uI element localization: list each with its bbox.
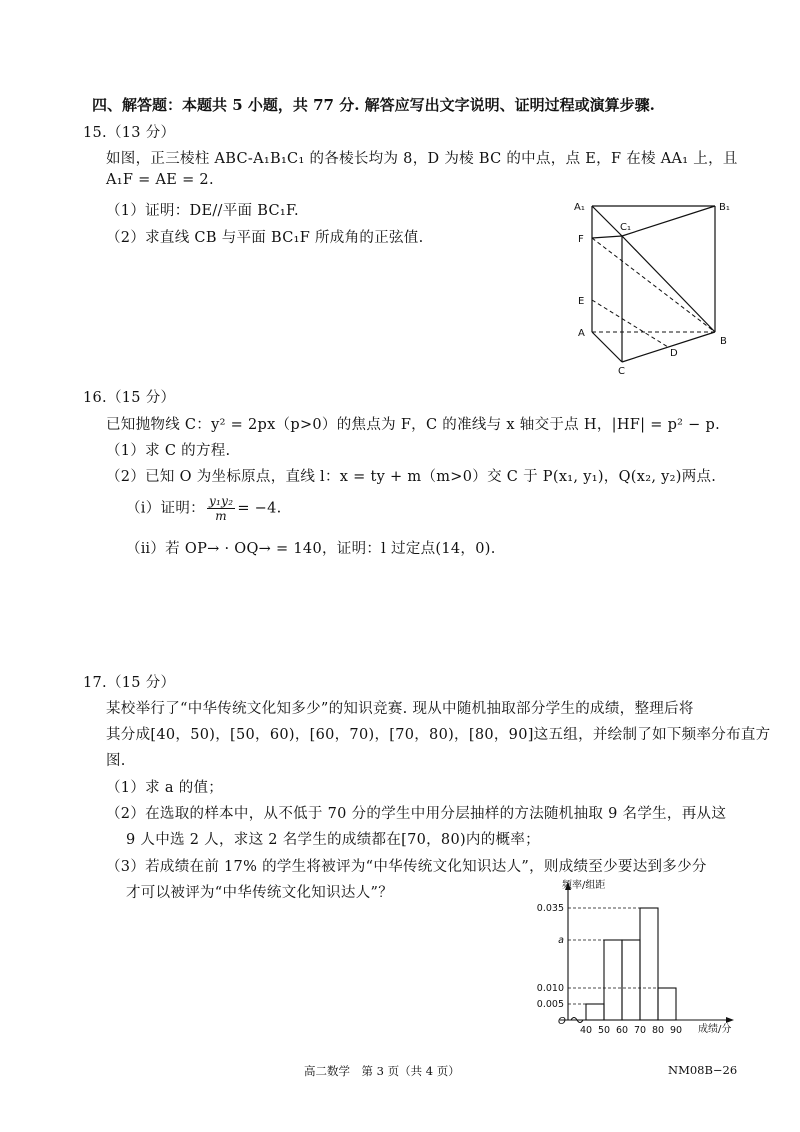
x-tick-label: 90 (669, 1025, 683, 1036)
q16-sub1-fraction (207, 495, 235, 522)
x-axis-label: 成绩/分 (698, 1024, 732, 1035)
label-c1: C₁ (620, 222, 631, 233)
histogram-bar (640, 908, 658, 1020)
label-e: E (578, 296, 585, 307)
line-ed-hidden (592, 300, 668, 347)
q17-part1: （1）求 a 的值； (106, 780, 224, 796)
q16-sub2: （ⅱ）若 OP→ · OQ→ = 140，证明：l 过定点(14，0). (126, 541, 496, 557)
q17-part3-line2: 才可以被评为“中华传统文化知识达人”？ (126, 885, 394, 901)
y-tick-label: 0.010 (536, 983, 564, 994)
x-tick-label: 70 (633, 1025, 647, 1036)
x-tick-label: 80 (651, 1025, 665, 1036)
q15-stem-line2: A₁F = AE = 2. (106, 172, 214, 188)
histogram-bar (658, 988, 676, 1020)
q16-header: 16.（15 分） (83, 390, 176, 406)
y-tick-label: a (558, 935, 564, 946)
section-header: 四、解答题：本题共 5 小题，共 77 分. 解答应写出文字说明、证明过程或演算步骤. (92, 96, 655, 114)
q16-sub1-denominator: m (215, 509, 227, 523)
label-c: C (618, 366, 625, 377)
q17-header: 17.（15 分） (83, 675, 176, 691)
q15-part2: （2）求直线 CB 与平面 BC₁F 所成角的正弦值. (106, 230, 424, 246)
histogram-bar (586, 1004, 604, 1020)
edge-c1b1 (622, 206, 715, 236)
line-fc1 (592, 236, 622, 238)
histogram-bar (622, 940, 640, 1020)
label-f: F (578, 234, 584, 245)
q17-stem-line2: 其分成[40，50)，[50，60)，[60，70)，[70，80)，[80，90]这五组，并绘制了如下频率分布直方 (106, 727, 771, 743)
edge-a1c1 (592, 206, 622, 236)
line-fb-hidden (592, 238, 715, 332)
q17-stem-line3: 图. (106, 753, 126, 769)
q16-sub1-prefix: （ⅰ）证明： (126, 500, 205, 517)
histogram-bar (604, 940, 622, 1020)
q15-stem-line1: 如图，正三棱柱 ABC-A₁B₁C₁ 的各棱长均为 8，D 为棱 BC 的中点，点 E，F 在棱 AA₁ 上，且 (106, 151, 738, 167)
edge-ac (592, 332, 622, 362)
footer-page-info: 高二数学 第 3 页（共 4 页） (304, 1064, 460, 1078)
label-b: B (720, 336, 727, 347)
q17-part2-line2: 9 人中选 2 人，求这 2 名学生的成绩都在[70，80)内的概率； (126, 832, 540, 848)
label-b1: B₁ (719, 202, 730, 213)
q15-part1: （1）证明：DE//平面 BC₁F. (106, 203, 299, 219)
x-tick-label: 50 (597, 1025, 611, 1036)
q16-sub1-numerator: y₁y₂ (208, 494, 234, 508)
origin-label: O (558, 1016, 566, 1027)
x-axis-arrow (726, 1017, 734, 1023)
x-tick-label: 60 (615, 1025, 629, 1036)
line-c1b (622, 236, 715, 332)
q17-stem-line1: 某校举行了“中华传统文化知多少”的知识竞赛. 现从中随机抽取部分学生的成绩，整理后将 (106, 701, 694, 717)
footer-code: NM08B−26 (668, 1063, 738, 1077)
y-tick-label: 0.005 (536, 999, 564, 1010)
q16-sub1-suffix: = −4. (237, 500, 282, 517)
label-d: D (670, 348, 678, 359)
q16-sub1 (126, 495, 282, 522)
y-tick-label: 0.035 (536, 903, 564, 914)
label-a: A (578, 328, 585, 339)
q16-part1: （1）求 C 的方程. (106, 443, 231, 459)
prism-figure (560, 190, 750, 380)
x-tick-label: 40 (579, 1025, 593, 1036)
q17-part3-line1: （3）若成绩在前 17% 的学生将被评为“中华传统文化知识达人”，则成绩至少要达到多少分 (106, 859, 707, 875)
q16-stem: 已知抛物线 C：y² = 2px（p>0）的焦点为 F，C 的准线与 x 轴交于点 H，|HF| = p² − p. (106, 417, 721, 433)
q16-part2: （2）已知 O 为坐标原点，直线 l：x = ty + m（m>0）交 C 于 P(x₁, y₁)，Q(x₂, y₂)两点. (106, 469, 717, 485)
q17-part2-line1: （2）在选取的样本中，从不低于 70 分的学生中用分层抽样的方法随机抽取 9 名学生，再从这 (106, 806, 727, 822)
y-axis-label: 频率/组距 (562, 880, 606, 891)
edge-cb (622, 332, 715, 362)
frequency-histogram (520, 878, 750, 1038)
q15-header: 15.（13 分） (83, 125, 176, 141)
label-a1: A₁ (574, 202, 585, 213)
